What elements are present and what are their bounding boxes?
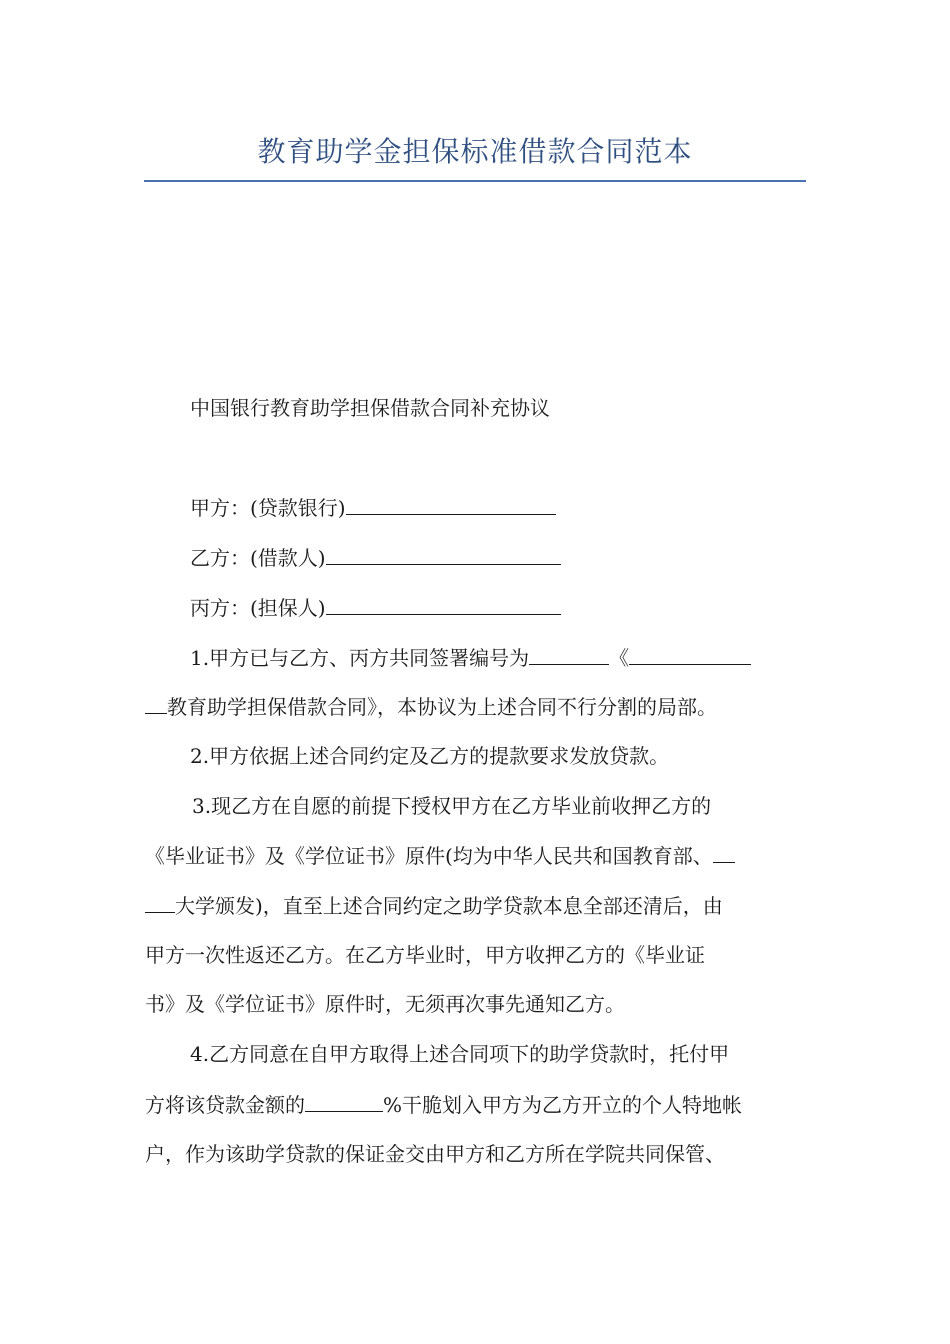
university-blank <box>713 840 735 863</box>
percentage-blank <box>305 1089 383 1112</box>
clause-4-line-1: 4.乙方同意在自甲方取得上述合同项下的助学贷款时，托付甲 <box>190 1042 730 1066</box>
clause-3-line-3 <box>145 890 723 921</box>
clause-1-line-1 <box>190 642 751 673</box>
clause-3-line-5: 书》及《学位证书》原件时，无须再次事先通知乙方。 <box>145 992 625 1016</box>
clause-4-text-2b: %干脆划入甲方为乙方开立的个人特地帐 <box>383 1093 743 1117</box>
party-c-label: 丙方：(担保人) <box>190 596 326 620</box>
clause-4-text-2a: 方将该贷款金额的 <box>145 1093 305 1117</box>
clause-4-line-3: 户，作为该助学贷款的保证金交由甲方和乙方所在学院共同保管、 <box>145 1142 725 1166</box>
clause-3-line-2 <box>145 840 735 871</box>
party-b-line <box>190 542 561 573</box>
clause-1-text: 1.甲方已与乙方、丙方共同签署编号为 <box>190 646 530 670</box>
party-a-line <box>190 492 556 523</box>
clause-1-line-2 <box>145 691 717 722</box>
clause-1-bracket: 《 <box>609 646 630 670</box>
party-c-line <box>190 592 561 623</box>
title-underline <box>144 180 806 182</box>
clause-3-line-1: 3.现乙方在自愿的前提下授权甲方在乙方毕业前收押乙方的 <box>192 794 712 818</box>
document-title: 教育助学金担保标准借款合同范本 <box>257 135 693 168</box>
clause-3-line-4: 甲方一次性返还乙方。在乙方毕业时，甲方收押乙方的《毕业证 <box>145 943 705 967</box>
party-a-label: 甲方：(贷款银行) <box>190 496 346 520</box>
agreement-subtitle: 中国银行教育助学担保借款合同补充协议 <box>190 396 550 420</box>
party-c-blank <box>326 592 561 615</box>
contract-name-blank <box>629 642 751 665</box>
clause-1-text-2: 教育助学担保借款合同》，本协议为上述合同不行分割的局部。 <box>167 695 717 719</box>
clause-2-line-1: 2.甲方依据上述合同约定及乙方的提款要求发放贷款。 <box>190 744 670 768</box>
university-blank-continued <box>145 890 175 913</box>
contract-name-blank-continued <box>145 691 167 714</box>
contract-number-blank <box>529 642 609 665</box>
party-a-blank <box>346 492 556 515</box>
clause-3-text-2: 《毕业证书》及《学位证书》原件(均为中华人民共和国教育部、 <box>145 844 713 868</box>
clause-3-text-3: 大学颁发)，直至上述合同约定之助学贷款本息全部还清后，由 <box>175 894 723 918</box>
clause-4-line-2 <box>145 1089 742 1120</box>
party-b-label: 乙方：(借款人) <box>190 546 326 570</box>
party-b-blank <box>326 542 561 565</box>
